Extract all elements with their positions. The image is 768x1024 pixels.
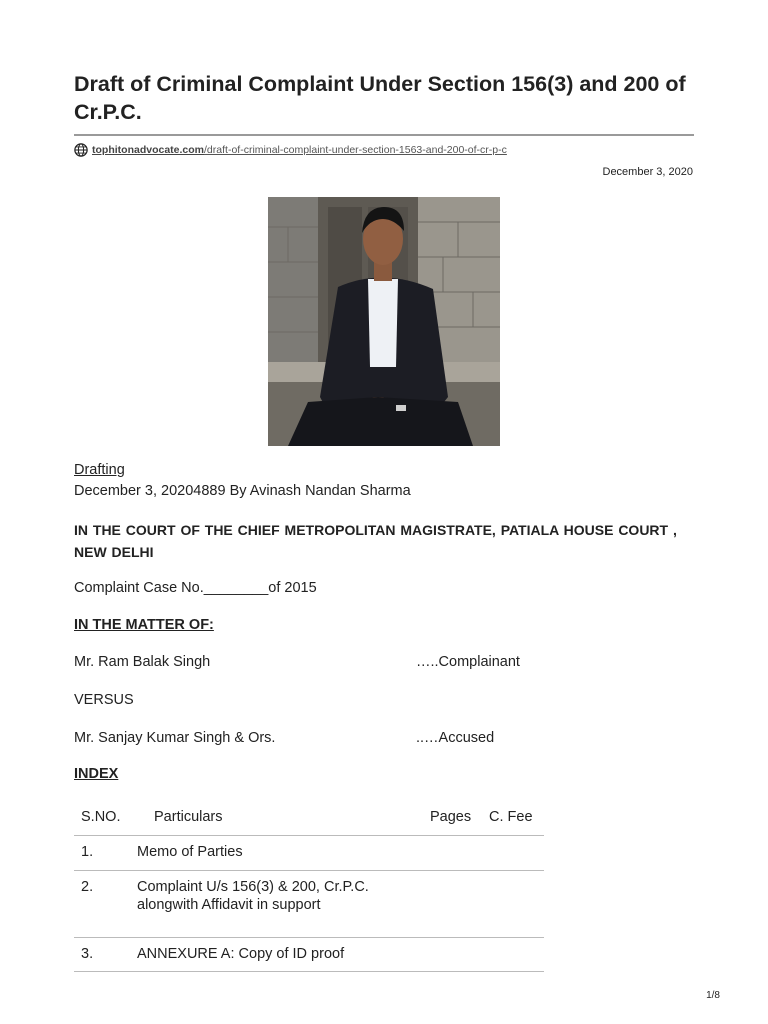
index-table (74, 800, 544, 972)
header-sno: S.NO. (81, 809, 121, 825)
row-sno: 2. (81, 879, 94, 895)
accused-role: ..…Accused (416, 730, 495, 746)
header-fee: C. Fee (489, 809, 533, 825)
table-row (74, 871, 544, 938)
row-sno: 1. (81, 844, 94, 860)
source-url-link[interactable] (92, 144, 507, 156)
row-particulars: Memo of Parties (137, 844, 243, 860)
row-sno: 3. (81, 946, 94, 962)
index-heading: INDEX (74, 766, 119, 782)
header-pages: Pages (430, 809, 472, 825)
publish-date: December 3, 2020 (602, 166, 693, 178)
row-particulars: ANNEXURE A: Copy of ID proof (137, 946, 345, 962)
table-row (74, 938, 544, 972)
source-url-path: /draft-of-criminal-complaint-under-section-1563-and-200-of-cr-p-c (204, 144, 507, 156)
table-row (74, 836, 544, 871)
byline: December 3, 20204889 By Avinash Nandan Sharma (74, 483, 411, 499)
author-photo (268, 197, 500, 446)
complainant-name: Mr. Ram Balak Singh (74, 654, 211, 670)
accused-name: Mr. Sanjay Kumar Singh & Ors. (74, 730, 276, 746)
source-url-row (74, 142, 507, 158)
court-heading: IN THE COURT OF THE CHIEF METROPOLITAN MAGISTRATE, PATIALA HOUSE COURT , NEW DELHI (74, 522, 677, 560)
row-particulars: Complaint U/s 156(3) & 200, Cr.P.C. (137, 879, 369, 895)
case-number: Complaint Case No.________of 2015 (74, 580, 317, 596)
source-url-host: tophitonadvocate.com (92, 144, 205, 156)
title-divider (74, 134, 694, 136)
complainant-role: …..Complainant (416, 654, 520, 670)
index-header-row (74, 800, 544, 836)
page-title: Draft of Criminal Complaint Under Section 156(3) and 200 of Cr.P.C. (74, 72, 686, 124)
versus-text: VERSUS (74, 692, 134, 708)
row-particulars-line2: alongwith Affidavit in support (137, 897, 321, 913)
category-link[interactable]: Drafting (74, 462, 125, 478)
in-the-matter-heading: IN THE MATTER OF: (74, 617, 214, 633)
header-particulars: Particulars (154, 809, 223, 825)
page-number: 1/8 (706, 990, 720, 1001)
globe-icon (74, 143, 88, 157)
